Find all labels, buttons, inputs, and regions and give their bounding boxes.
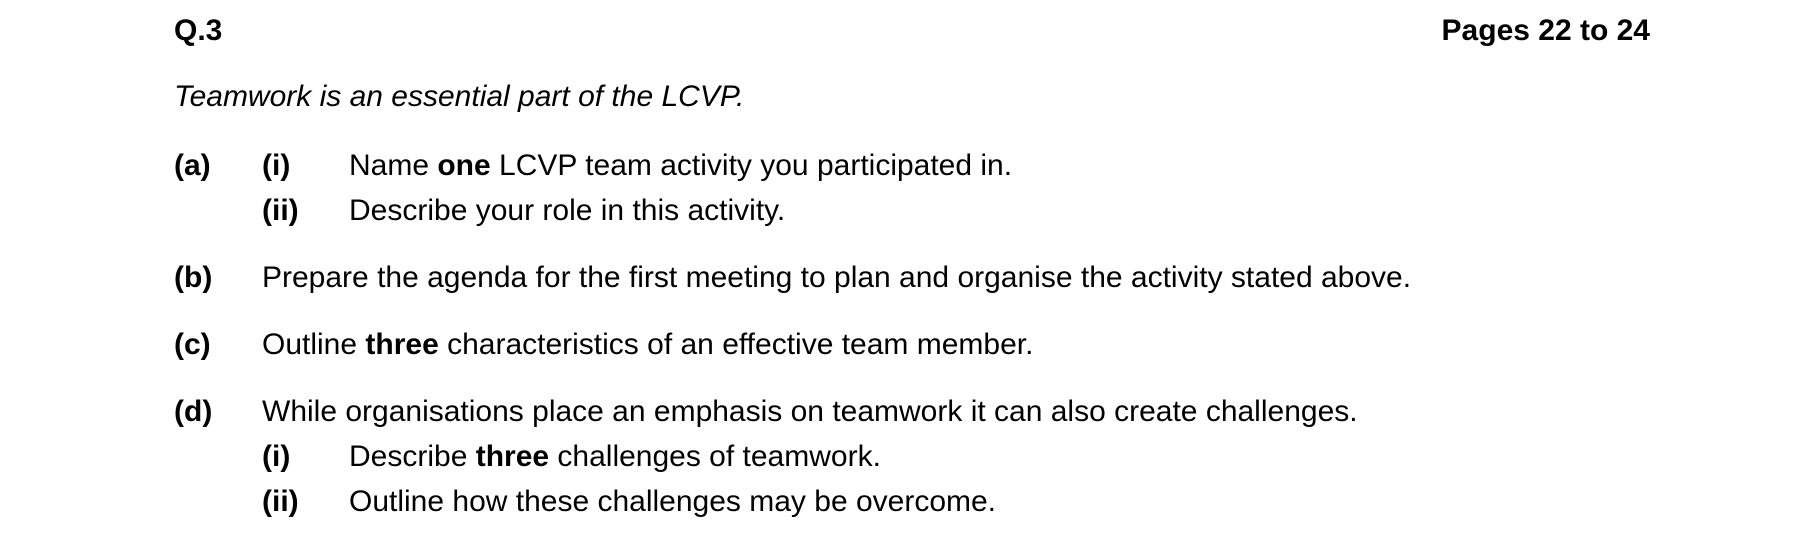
part-c-text: Outline three characteristics of an effective team member. bbox=[262, 328, 1034, 361]
part-a-ii-label: (ii) bbox=[262, 194, 299, 227]
part-a-label: (a) bbox=[174, 149, 211, 182]
part-a-i-text: Name one LCVP team activity you participated in. bbox=[349, 149, 1013, 182]
part-c-label: (c) bbox=[174, 328, 211, 361]
part-d-text: While organisations place an emphasis on teamwork it can also create challenges. bbox=[262, 395, 1358, 428]
part-d-label: (d) bbox=[174, 395, 213, 428]
part-d-i-text: Describe three challenges of teamwork. bbox=[349, 440, 881, 473]
question-page bbox=[174, 0, 1650, 559]
part-a-i-label: (i) bbox=[262, 149, 291, 182]
question-intro: Teamwork is an essential part of the LCVP. bbox=[174, 80, 745, 113]
part-d-ii-text: Outline how these challenges may be overcome. bbox=[349, 485, 997, 518]
part-b-text: Prepare the agenda for the first meeting to plan and organise the activity stated above. bbox=[262, 261, 1412, 294]
part-d-ii-label: (ii) bbox=[262, 485, 299, 518]
page-reference: Pages 22 to 24 bbox=[1441, 14, 1650, 47]
question-number: Q.3 bbox=[174, 14, 223, 47]
part-a-ii-text: Describe your role in this activity. bbox=[349, 194, 786, 227]
part-b-label: (b) bbox=[174, 261, 213, 294]
part-d-i-label: (i) bbox=[262, 440, 291, 473]
